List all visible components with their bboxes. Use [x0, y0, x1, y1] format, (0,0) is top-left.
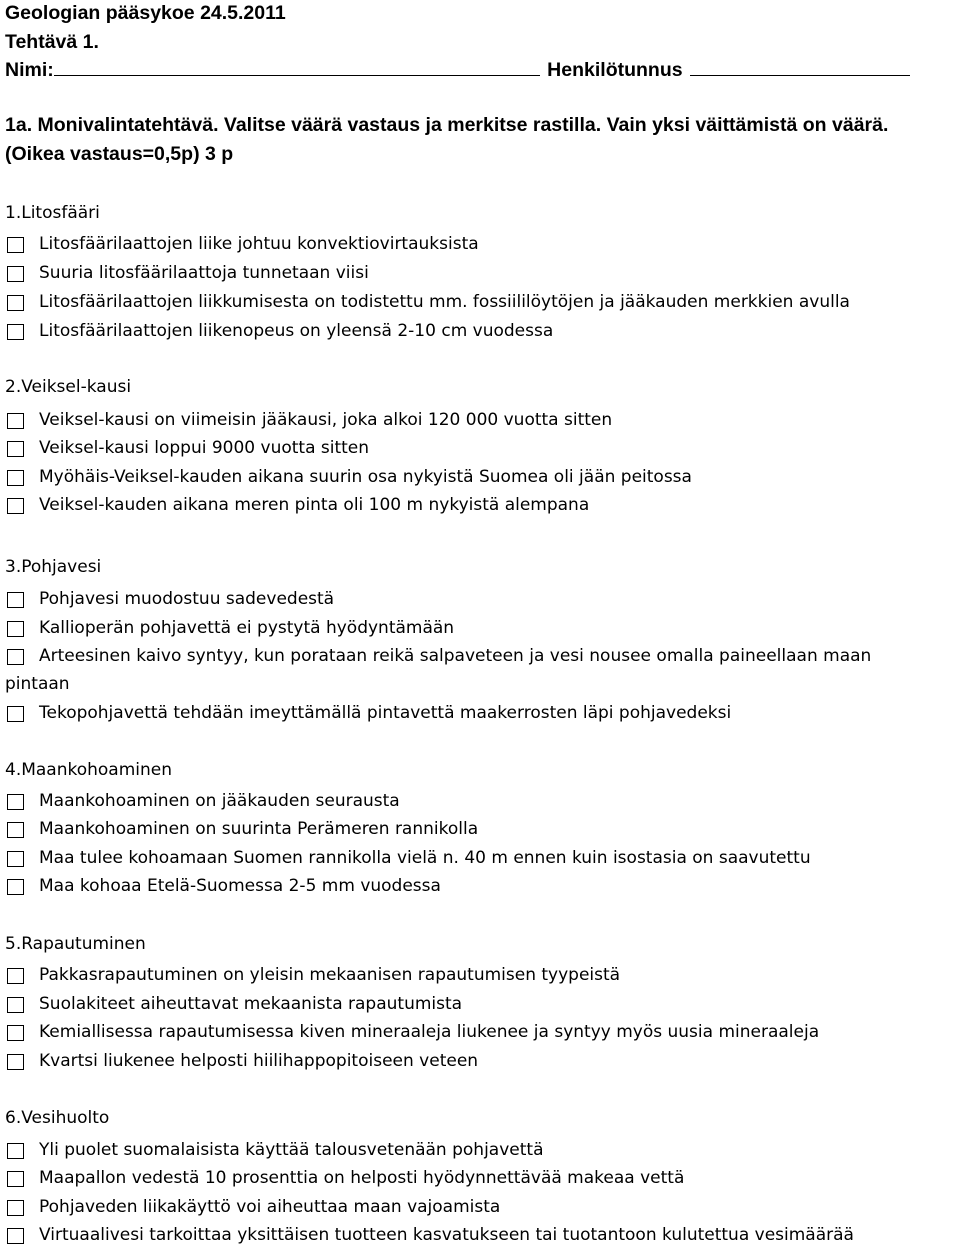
option-label: Veiksel-kausi on viimeisin jääkausi, joka alkoi 120 000 vuotta sitten [39, 410, 613, 430]
section-title-rapautuminen: 5.Rapautuminen [5, 934, 146, 954]
option-label: Maankohoaminen on suurinta Perämeren rannikolla [39, 819, 479, 839]
id-label: Henkilötunnus [547, 59, 683, 81]
option-2-1[interactable] [7, 412, 612, 429]
section-title-veiksel: 2.Veiksel-kausi [5, 377, 132, 397]
option-6-4[interactable] [7, 1227, 854, 1244]
option-label: Myöhäis-Veiksel-kauden aikana suurin osa nykyistä Suomea oli jään peitossa [39, 467, 692, 487]
option-5-2[interactable] [7, 996, 462, 1013]
option-2-4[interactable] [7, 497, 589, 514]
instruction-line-1: 1a. Monivalintatehtävä. Valitse väärä vastaus ja merkitse rastilla. Vain yksi väittämistä on väärä. [5, 114, 889, 136]
instruction-line-2: (Oikea vastaus=0,5p) 3 p [5, 143, 234, 165]
option-1-1[interactable] [7, 236, 479, 253]
option-label: Kallioperän pohjavettä ei pystytä hyödyntämään [39, 618, 455, 638]
option-5-1[interactable] [7, 967, 620, 984]
checkbox[interactable] [7, 498, 24, 514]
option-label: Maankohoaminen on jääkauden seurausta [39, 791, 400, 811]
option-label: Litosfäärilaattojen liikkumisesta on todistettu mm. fossiililöytöjen ja jääkauden merkkien avulla [39, 292, 850, 312]
page-title: Geologian pääsykoe 24.5.2011 [5, 2, 286, 24]
option-label: Tekopohjavettä tehdään imeyttämällä pintavettä maakerrosten läpi pohjavedeksi [39, 703, 732, 723]
option-1-4[interactable] [7, 323, 553, 340]
checkbox[interactable] [7, 997, 24, 1013]
option-2-2[interactable] [7, 440, 369, 457]
option-5-3[interactable] [7, 1024, 819, 1041]
checkbox[interactable] [7, 794, 24, 810]
checkbox[interactable] [7, 1143, 24, 1159]
name-row [5, 61, 910, 81]
section-title-pohjavesi: 3.Pohjavesi [5, 557, 102, 577]
checkbox[interactable] [7, 592, 24, 608]
checkbox[interactable] [7, 413, 24, 429]
checkbox[interactable] [7, 1228, 24, 1244]
checkbox[interactable] [7, 1025, 24, 1041]
option-6-2[interactable] [7, 1170, 684, 1187]
option-label: Maa tulee kohoamaan Suomen rannikolla vielä n. 40 m ennen kuin isostasia on saavutettu [39, 848, 811, 868]
option-4-2[interactable] [7, 821, 478, 838]
id-field[interactable] [690, 74, 910, 76]
option-label: Yli puolet suomalaisista käyttää talousvetenään pohjavettä [39, 1140, 544, 1160]
option-3-4[interactable] [7, 705, 731, 722]
checkbox[interactable] [7, 706, 24, 722]
option-label: Pohjavesi muodostuu sadevedestä [39, 589, 335, 609]
option-6-3[interactable] [7, 1199, 500, 1216]
option-3-2[interactable] [7, 620, 454, 637]
checkbox[interactable] [7, 968, 24, 984]
section-title-maankohoaminen: 4.Maankohoaminen [5, 760, 173, 780]
section-title-litosfaari: 1.Litosfääri [5, 203, 100, 223]
option-label: Litosfäärilaattojen liike johtuu konvektiovirtauksista [39, 234, 479, 254]
option-label: Maapallon vedestä 10 prosenttia on helposti hyödynnettävää makeaa vettä [39, 1168, 685, 1188]
option-label: Suuria litosfäärilaattoja tunnetaan viisi [39, 263, 369, 283]
option-label: Kemiallisessa rapautumisessa kiven mineraaleja liukenee ja syntyy myös uusia mineraaleja [39, 1022, 820, 1042]
option-label: Veiksel-kauden aikana meren pinta oli 100 m nykyistä alempana [39, 495, 590, 515]
option-label: Maa kohoaa Etelä-Suomessa 2-5 mm vuodessa [39, 876, 441, 896]
option-continuation: pintaan [5, 674, 70, 694]
option-1-3[interactable] [7, 294, 850, 311]
checkbox[interactable] [7, 1054, 24, 1070]
name-label: Nimi: [5, 59, 54, 81]
checkbox[interactable] [7, 879, 24, 895]
option-2-3[interactable] [7, 469, 692, 486]
option-4-1[interactable] [7, 793, 400, 810]
option-6-1[interactable] [7, 1142, 544, 1159]
checkbox[interactable] [7, 1171, 24, 1187]
checkbox[interactable] [7, 470, 24, 486]
option-label: Pohjaveden liikakäyttö voi aiheuttaa maan vajoamista [39, 1197, 501, 1217]
checkbox[interactable] [7, 324, 24, 340]
option-3-3[interactable] [7, 648, 871, 665]
checkbox[interactable] [7, 822, 24, 838]
checkbox[interactable] [7, 295, 24, 311]
option-label: Kvartsi liukenee helposti hiilihappopitoiseen veteen [39, 1051, 479, 1071]
option-label: Veiksel-kausi loppui 9000 vuotta sitten [39, 438, 370, 458]
option-5-4[interactable] [7, 1053, 478, 1070]
option-label: Pakkasrapautuminen on yleisin mekaanisen rapautumisen tyypeistä [39, 965, 621, 985]
option-label: Litosfäärilaattojen liikenopeus on yleensä 2-10 cm vuodessa [39, 321, 554, 341]
task-heading: Tehtävä 1. [5, 31, 99, 53]
name-field[interactable] [54, 74, 540, 76]
checkbox[interactable] [7, 1200, 24, 1216]
checkbox[interactable] [7, 266, 24, 282]
checkbox[interactable] [7, 649, 24, 665]
checkbox[interactable] [7, 237, 24, 253]
option-4-4[interactable] [7, 878, 441, 895]
checkbox[interactable] [7, 851, 24, 867]
option-label: Virtuaalivesi tarkoittaa yksittäisen tuotteen kasvatukseen tai tuotantoon kulutettua vesimäärää [39, 1225, 854, 1245]
checkbox[interactable] [7, 441, 24, 457]
option-label: Arteesinen kaivo syntyy, kun porataan reikä salpaveteen ja vesi nousee omalla paineellaan maan [39, 646, 872, 666]
section-title-vesihuolto: 6.Vesihuolto [5, 1108, 110, 1128]
option-3-1[interactable] [7, 591, 334, 608]
option-label: Suolakiteet aiheuttavat mekaanista rapautumista [39, 994, 463, 1014]
option-1-2[interactable] [7, 265, 369, 282]
checkbox[interactable] [7, 621, 24, 637]
option-4-3[interactable] [7, 850, 811, 867]
